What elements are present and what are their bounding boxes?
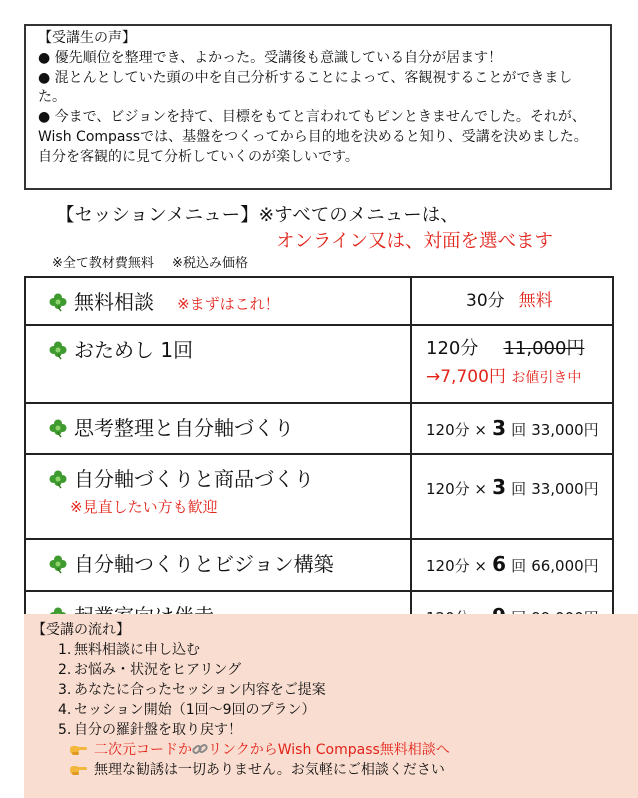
session-unit: 回 <box>511 421 527 439</box>
flow-step-number: 1. <box>58 642 72 658</box>
flow-hints <box>70 740 450 780</box>
session-price: 33,000円 <box>531 480 599 498</box>
course-flow-section <box>24 614 638 798</box>
clover-icon <box>48 340 68 360</box>
session-name: おためし 1回 <box>74 338 194 362</box>
pointing-hand-icon <box>70 742 88 756</box>
session-time: 30分 <box>466 291 505 311</box>
link-icon <box>192 741 208 757</box>
session-name-cell <box>25 277 411 325</box>
session-discount-note: お値引き中 <box>511 370 582 386</box>
session-count: 3 <box>492 475 506 499</box>
session-note: ※まずはこれ！ <box>177 295 280 313</box>
session-price-cell <box>411 403 613 454</box>
session-menu-heading <box>56 203 553 255</box>
no-pressure-text: 無理な勧誘は一切ありません。お気軽にご相談ください <box>94 762 445 778</box>
flow-step-number: 2. <box>58 662 72 678</box>
session-discount-price: →7,700円 <box>426 367 506 387</box>
cta-text-link: リンクからWish Compass無料相談へ <box>208 742 450 758</box>
session-original-price: 11,000円 <box>503 338 585 359</box>
flow-step <box>58 640 326 660</box>
session-count: 6 <box>492 552 506 576</box>
flow-step-text: あなたに合ったセッション内容をご提案 <box>74 682 326 698</box>
no-pressure-note <box>70 760 450 780</box>
flow-step-text: 自分の羅針盤を取り戻す！ <box>74 722 242 738</box>
session-price-cell <box>411 539 613 591</box>
session-menu-heading-line2: オンライン又は、対面を選べます <box>276 231 553 252</box>
flow-step-text: セッション開始（1回〜9回のプラン） <box>74 702 316 718</box>
course-flow-title: 【受講の流れ】 <box>32 622 130 638</box>
note-tax-included: ※税込み価格 <box>172 256 248 271</box>
consult-cta-link[interactable] <box>70 740 450 760</box>
testimonial-item: ● 今まで、ビジョンを持て、目標をもてと言われてもピンときませんでした。それが、Wish Compassでは、基盤をつくってから目的地を決めると知り、受講を決めました。自分を客観的に見て分析していくのが楽しいです。 <box>38 109 588 165</box>
session-row <box>25 454 613 539</box>
testimonial-item: ● 混とんとしていた頭の中を自己分析することによって、客観視することができました。 <box>38 69 573 106</box>
session-name: 自分軸づくりと商品づくり <box>74 467 314 491</box>
session-name-cell <box>25 539 411 591</box>
session-sub-note: ※見直したい方も歓迎 <box>70 498 218 516</box>
note-materials-free: ※全て教材費無料 <box>52 256 154 271</box>
session-name: 自分軸つくりとビジョン構築 <box>74 552 334 576</box>
session-name: 無料相談 <box>74 290 154 314</box>
session-price-free: 無料 <box>518 291 553 311</box>
session-price: 66,000円 <box>531 557 599 575</box>
session-row <box>25 325 613 403</box>
clover-icon <box>48 418 68 438</box>
session-name: 思考整理と自分軸づくり <box>74 416 294 440</box>
session-time: 120分 × <box>426 480 487 498</box>
session-row <box>25 403 613 454</box>
testimonial-item: ● 優先順位を整理でき、よかった。受講後も意識している自分が居ます！ <box>38 49 503 66</box>
session-discount-line <box>426 362 612 387</box>
session-row <box>25 277 613 325</box>
session-price <box>426 291 553 311</box>
pointing-hand-icon <box>70 762 88 776</box>
session-menu-heading-line1: 【セッションメニュー】※すべてのメニューは、 <box>56 205 459 226</box>
session-price-cell <box>411 277 613 325</box>
course-flow-steps <box>58 640 326 740</box>
session-count: 3 <box>492 416 506 440</box>
session-price-cell <box>411 454 613 539</box>
session-time: 120分 <box>426 338 479 359</box>
session-row <box>25 539 613 591</box>
session-menu-table <box>24 276 614 644</box>
session-name-cell <box>25 403 411 454</box>
flow-step-number: 4. <box>58 702 72 718</box>
flow-step <box>58 660 326 680</box>
clover-icon <box>48 292 68 312</box>
flow-step-text: 無料相談に申し込む <box>74 642 200 658</box>
session-price-cell <box>411 325 613 403</box>
flow-step <box>58 700 326 720</box>
session-name-cell <box>25 454 411 539</box>
clover-icon <box>48 469 68 489</box>
session-time: 120分 × <box>426 557 487 575</box>
session-unit: 回 <box>511 480 527 498</box>
session-name-cell <box>25 325 411 403</box>
flow-step-text: お悩み・状況をヒアリング <box>74 662 242 678</box>
cta-text-qr: 二次元コードか <box>94 742 192 758</box>
flow-step <box>58 720 326 740</box>
clover-icon <box>48 554 68 574</box>
testimonials-title: 【受講生の声】 <box>38 30 136 46</box>
session-price: 33,000円 <box>531 421 599 439</box>
flow-step-number: 5. <box>58 722 72 738</box>
session-unit: 回 <box>511 557 527 575</box>
flow-step <box>58 680 326 700</box>
flow-step-number: 3. <box>58 682 72 698</box>
session-time: 120分 × <box>426 421 487 439</box>
price-notes <box>52 252 262 271</box>
testimonials-box <box>24 24 612 190</box>
